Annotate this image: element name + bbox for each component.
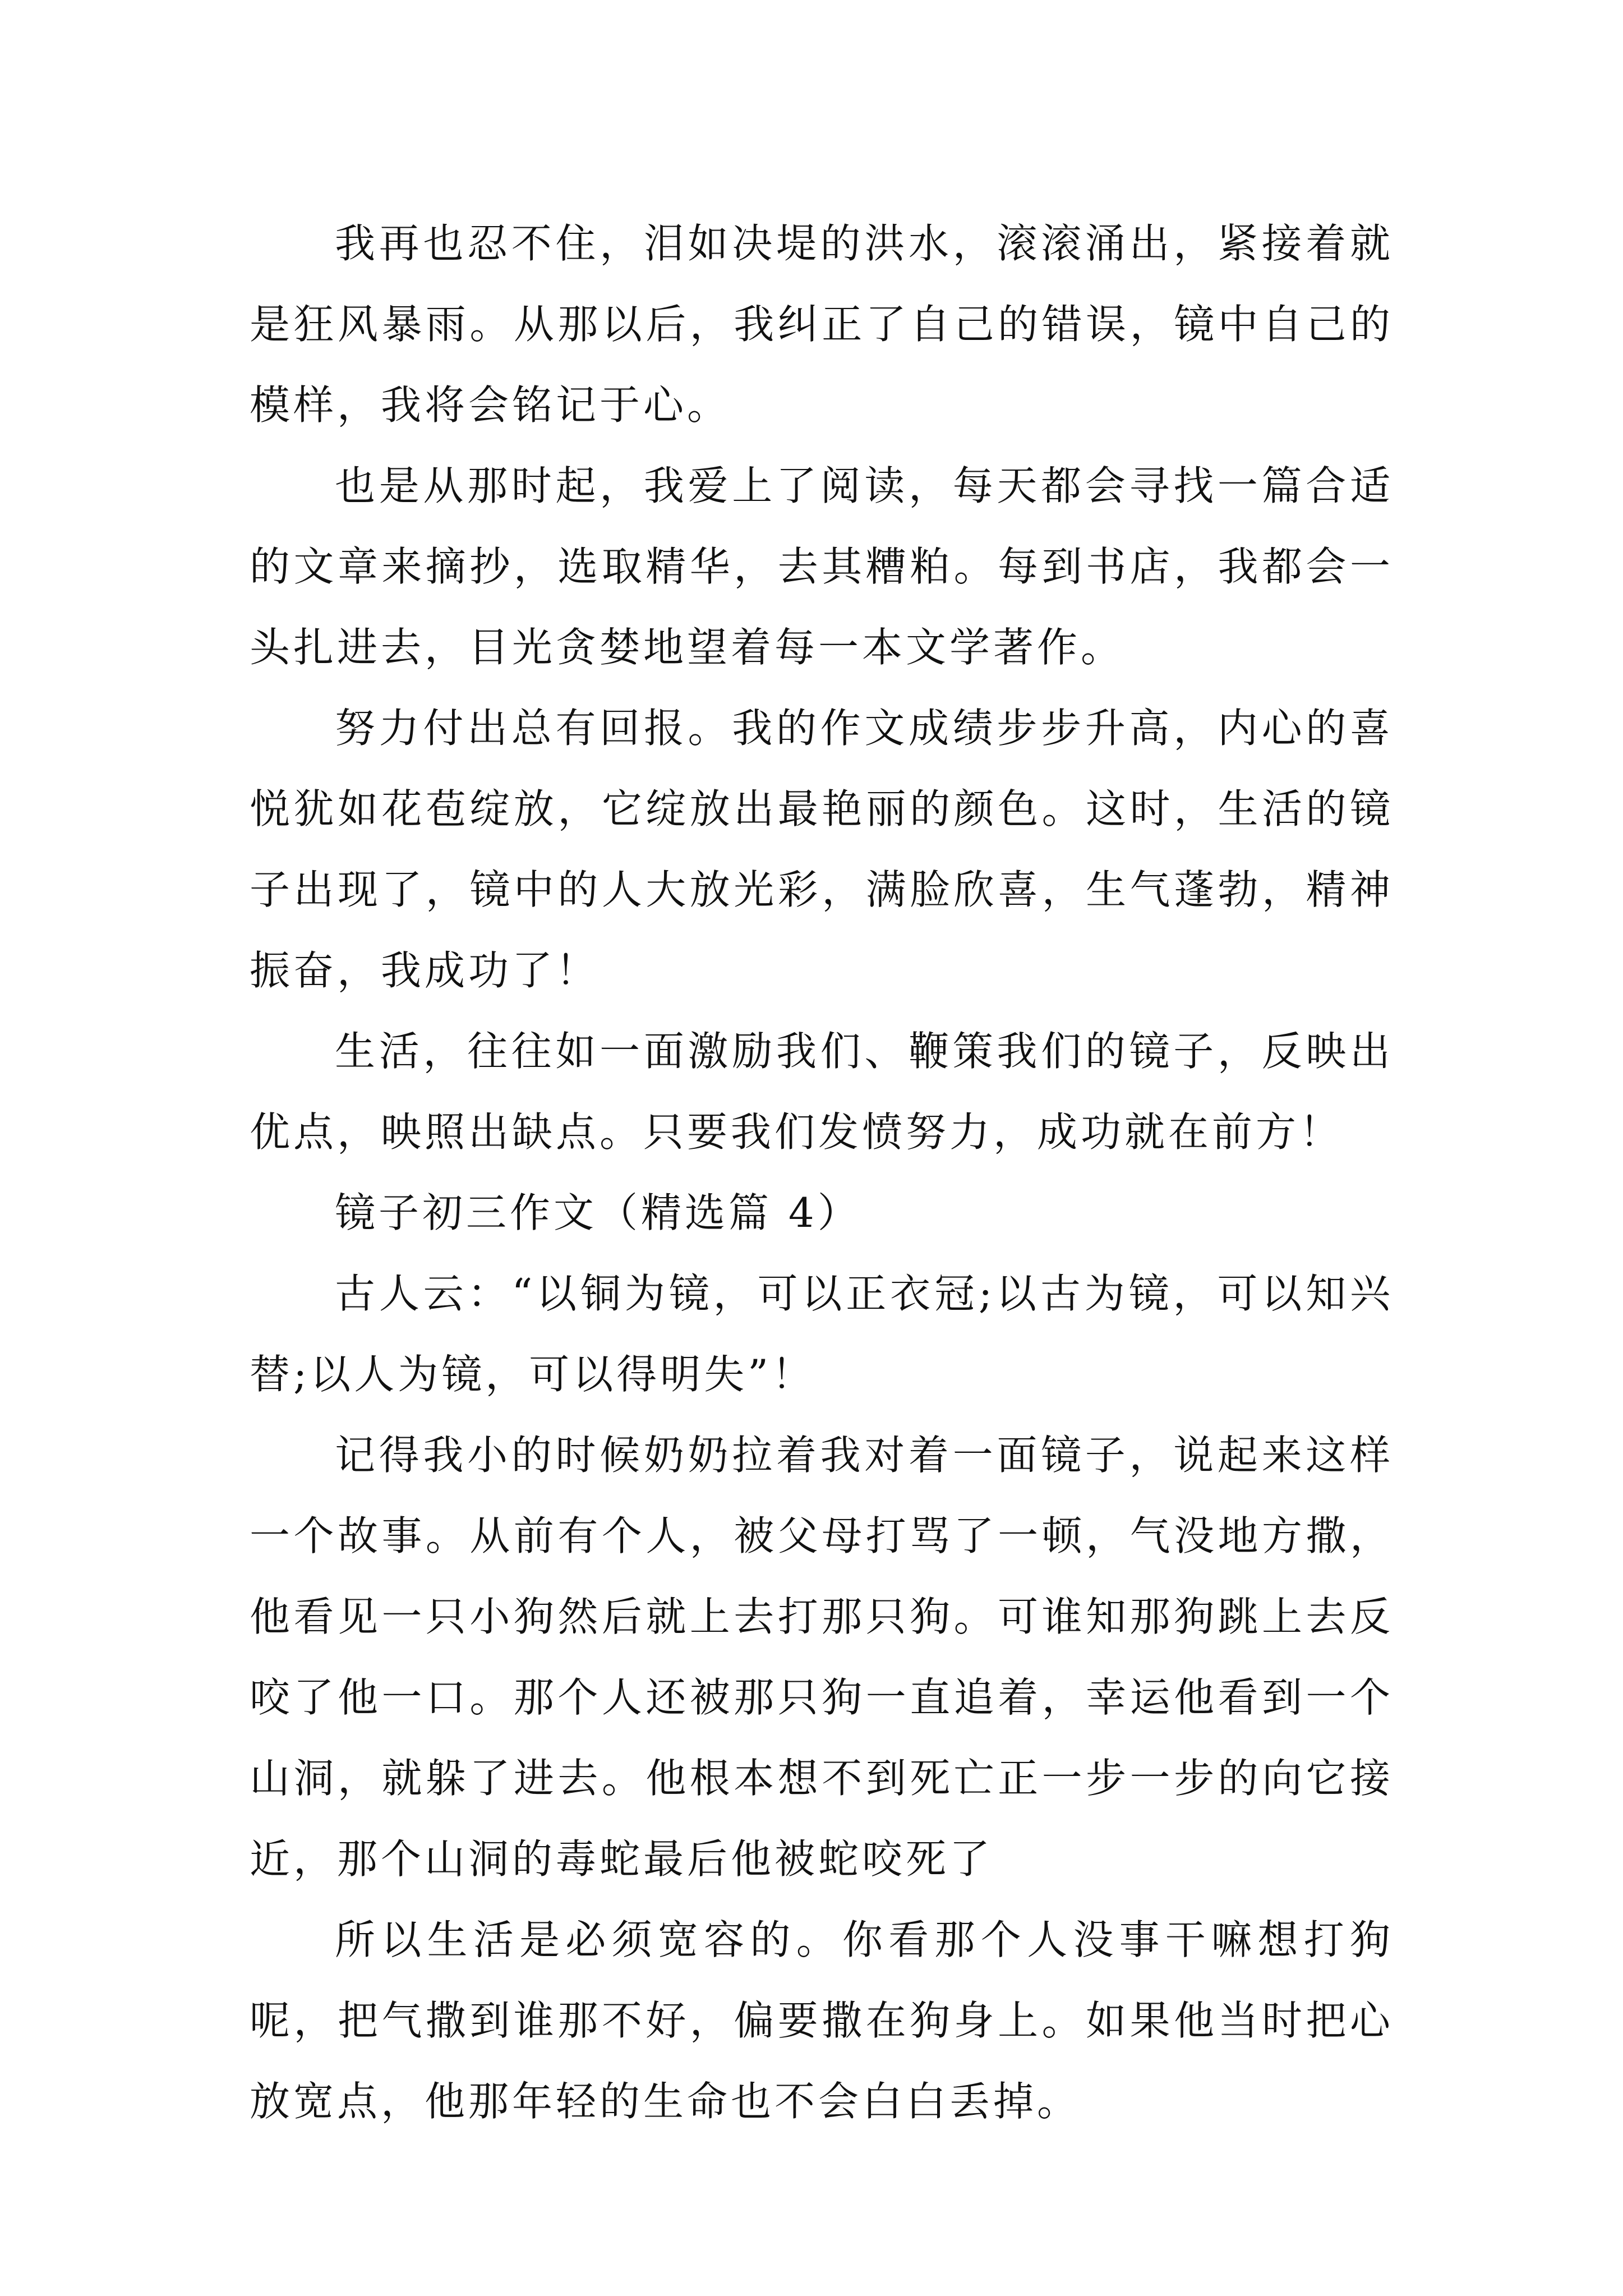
document-body [250,203,1394,2142]
paragraph-6: 古人云：“以铜为镜，可以正衣冠;以古为镜，可以知兴替;以人为镜，可以得明失”！ [250,1270,1394,1398]
paragraph-4: 生活，往往如一面激励我们、鞭策我们的镜子，反映出优点，映照出缺点。只要我们发愤努力，成功就在前方！ [250,1028,1394,1156]
paragraph-8: 所以生活是必须宽容的。你看那个人没事干嘛想打狗呢，把气撒到谁那不好，偏要撒在狗身上。如果他当时把心放宽点，他那年轻的生命也不会白白丢掉。 [250,1916,1394,2125]
paragraph-7: 记得我小的时候奶奶拉着我对着一面镜子，说起来这样一个故事。从前有个人，被父母打骂了一顿，气没地方撒，他看见一只小狗然后就上去打那只狗。可谁知那狗跳上去反咬了他一口。那个人还被那只狗一直追着，幸运他看到一个山洞，就躲了进去。他根本想不到死亡正一步一步的向它接近，那个山洞的毒蛇最后他被蛇咬死了 [250,1432,1394,1883]
section-heading: 镜子初三作文（精选篇 4） [335,1189,861,1236]
paragraph-3: 努力付出总有回报。我的作文成绩步步升高，内心的喜悦犹如花苞绽放，它绽放出最艳丽的颜色。这时，生活的镜子出现了，镜中的人大放光彩，满脸欣喜，生气蓬勃，精神振奋，我成功了！ [250,705,1394,994]
paragraph-2: 也是从那时起，我爱上了阅读，每天都会寻找一篇合适的文章来摘抄，选取精华，去其糟粕。每到书店，我都会一头扎进去，目光贪婪地望着每一本文学著作。 [250,462,1394,671]
paragraph-1: 我再也忍不住，泪如决堤的洪水，滚滚涌出，紧接着就是狂风暴雨。从那以后，我纠正了自己的错误，镜中自己的模样，我将会铭记于心。 [250,220,1394,429]
